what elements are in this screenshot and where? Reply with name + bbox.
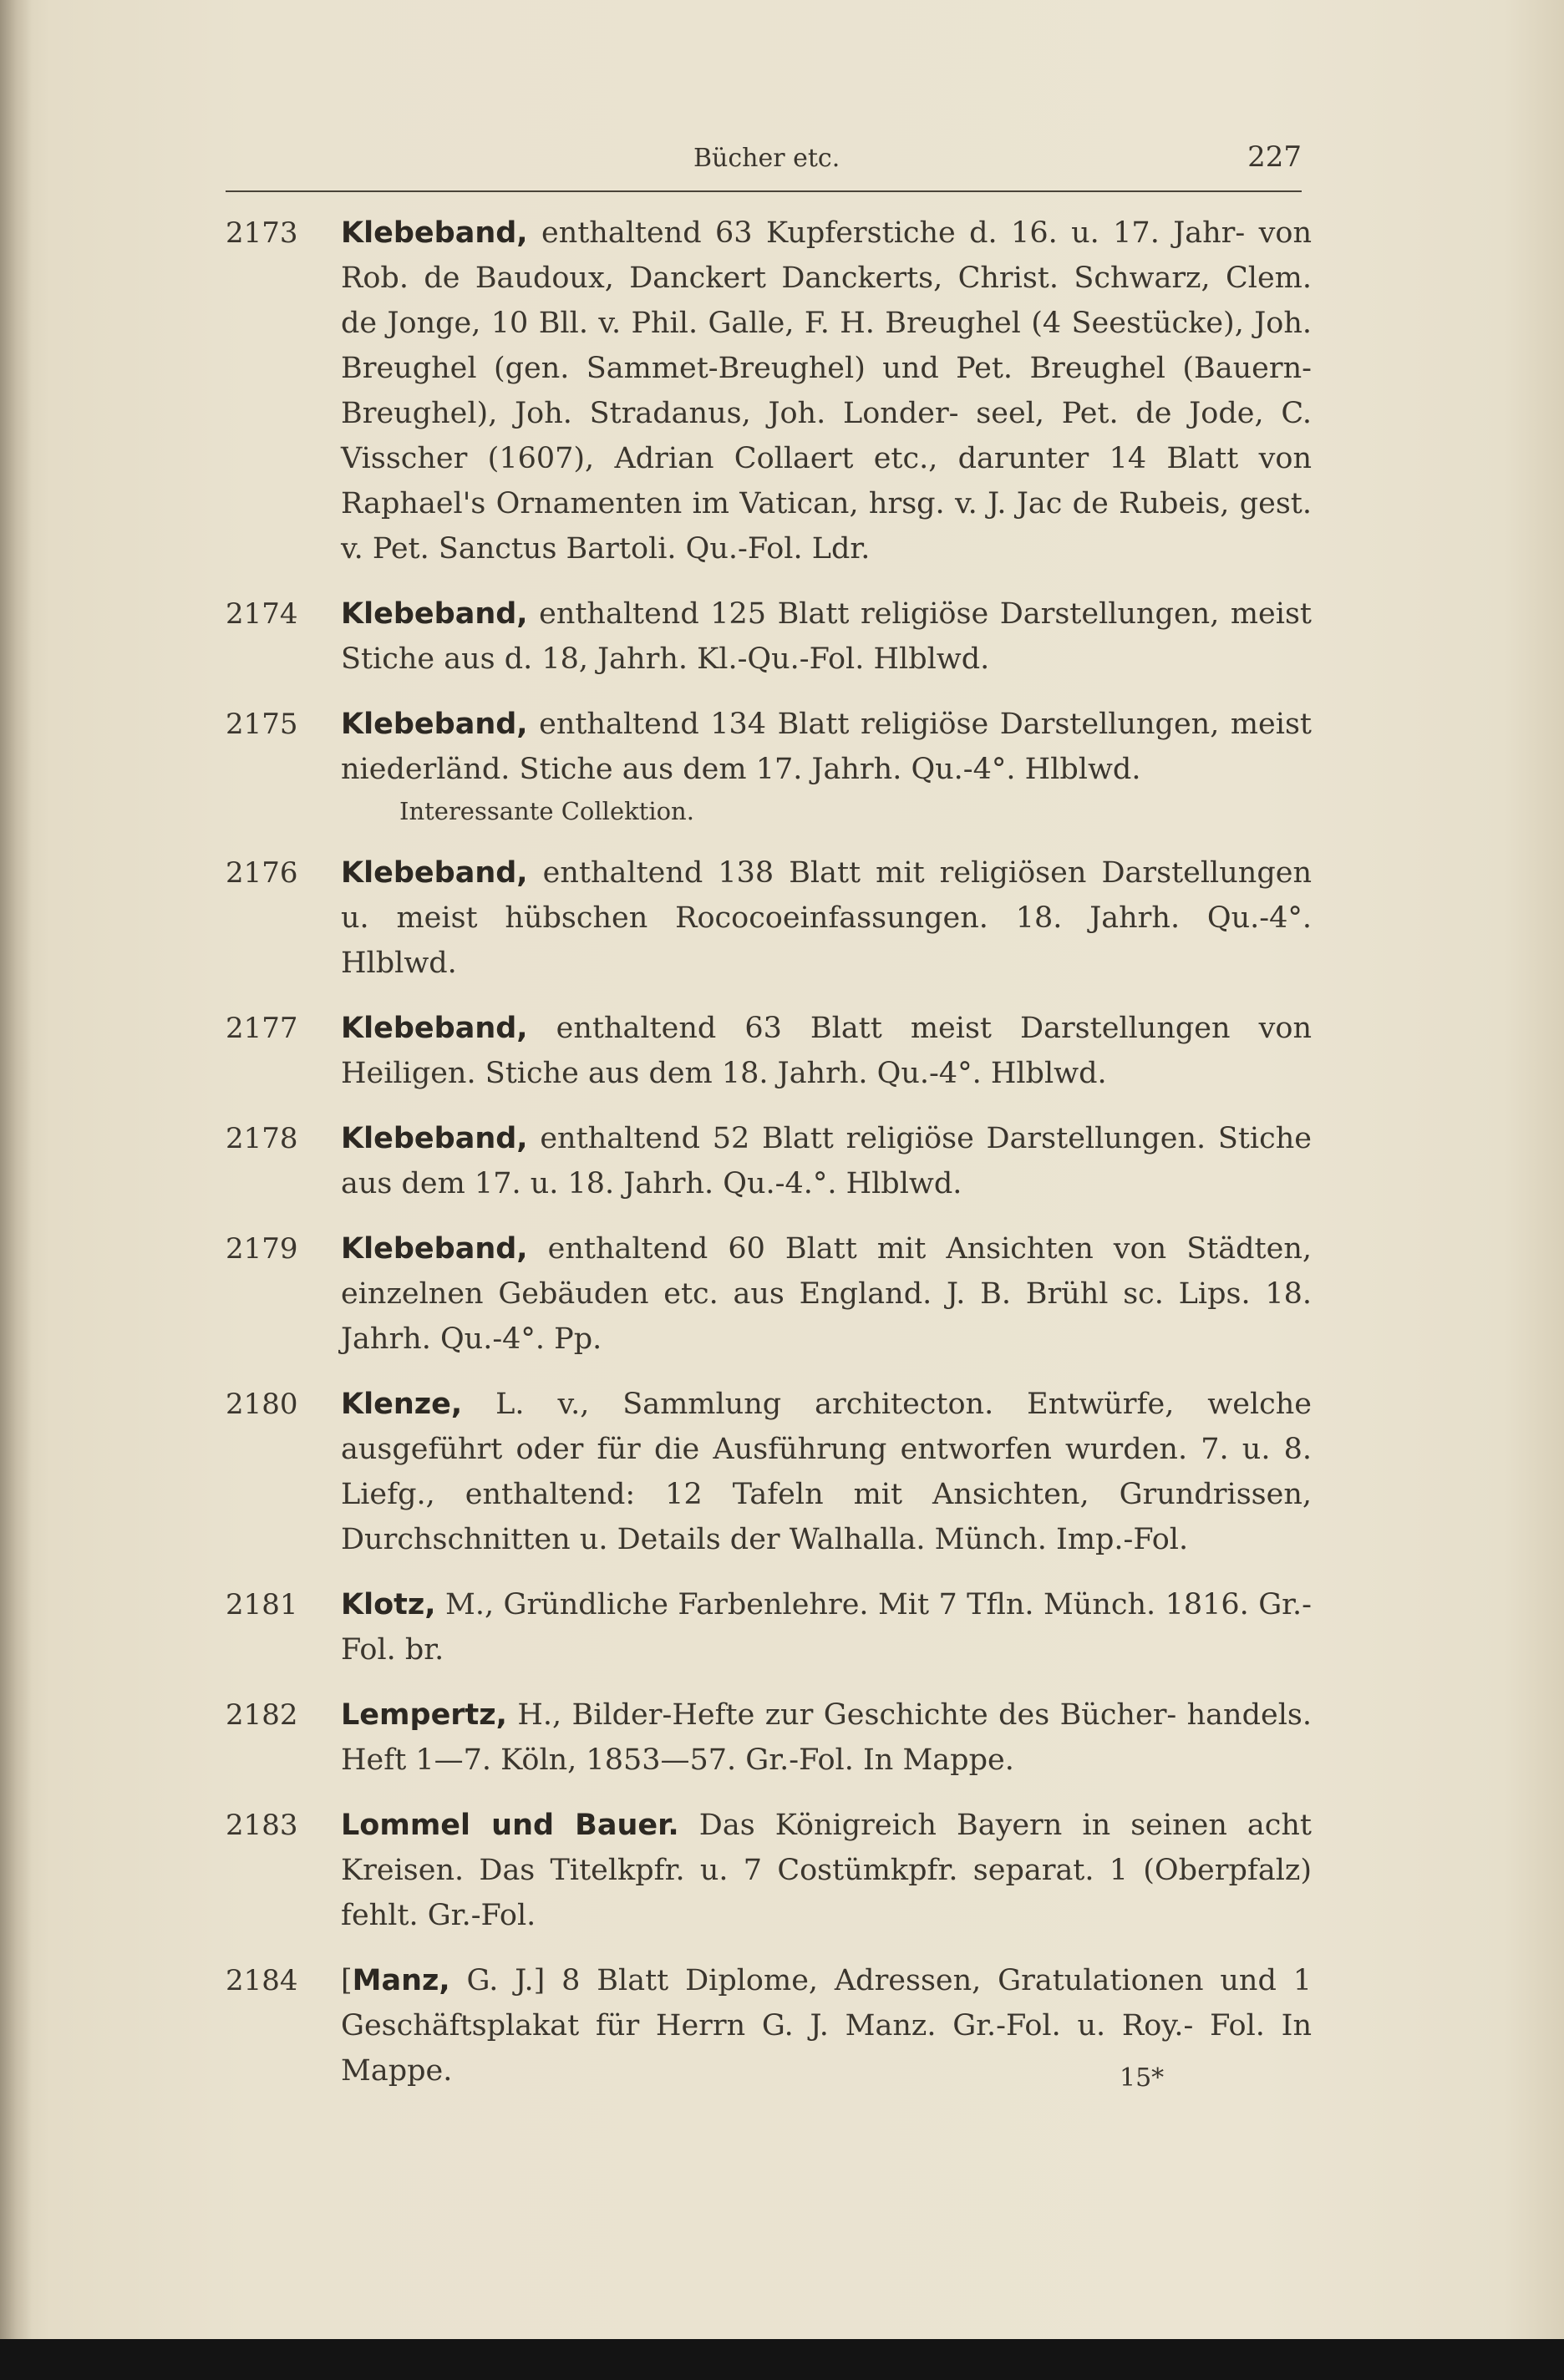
catalog-entry: [217, 850, 1312, 986]
entry-number: 2180: [226, 1388, 298, 1421]
page-spine-shadow: [0, 0, 32, 2339]
entry-text: enthaltend 125 Blatt religiöse Darstellungen, meist Stiche aus d. 18, Jahrh. Kl.-Qu.-Fol. Hlblwd.: [341, 597, 1312, 676]
entry-heading: Klebeband,: [341, 1012, 528, 1045]
running-header: [226, 140, 1302, 192]
entry-heading: Klebeband,: [341, 216, 528, 250]
entry-text: enthaltend 60 Blatt mit Ansichten von Städten, einzelnen Gebäuden etc. aus England. J. B. Brühl sc. Lips. 18. Jahrh. Qu.-4°. Pp.: [341, 1232, 1312, 1356]
entry-note: Interessante Collektion.: [399, 797, 694, 825]
entry-number: 2181: [226, 1588, 298, 1621]
entry-heading: Manz,: [352, 1964, 450, 1997]
catalog-entry: [217, 1226, 1312, 1362]
entry-number: 2184: [226, 1964, 298, 1997]
catalog-entry: [217, 591, 1312, 682]
entry-heading: Klebeband,: [341, 856, 528, 890]
entry-text: Das Königreich Bayern in seinen acht Kreisen. Das Titelkpfr. u. 7 Costümkpfr. separat. 1 (Oberpfalz) fehlt. Gr.-Fol.: [341, 1809, 1313, 1932]
entry-number: 2175: [226, 708, 298, 741]
entry-text: enthaltend 134 Blatt religiöse Darstellungen, meist niederländ. Stiche aus dem 17. Jahrh. Qu.-4°. Hlblwd.: [341, 708, 1312, 786]
catalog-entry: [217, 1116, 1312, 1206]
entry-number: 2177: [226, 1012, 298, 1045]
catalog-entry: [217, 211, 1312, 571]
entry-heading: Lempertz,: [341, 1698, 507, 1732]
catalog-entry: [217, 1582, 1312, 1672]
page-number: 227: [1247, 140, 1302, 174]
running-title: Bücher etc.: [693, 144, 840, 173]
entry-number: 2183: [226, 1809, 298, 1842]
entry-heading: Klebeband,: [341, 708, 528, 741]
entry-heading: Lommel und Bauer.: [341, 1809, 679, 1842]
entry-text: H., Bilder-Hefte zur Geschichte des Bücher- handels. Heft 1—7. Köln, 1853—57. Gr.-Fol. In Mappe.: [341, 1698, 1312, 1777]
entry-heading: Klenze,: [341, 1388, 463, 1421]
entry-heading: Klotz,: [341, 1588, 436, 1621]
entry-heading: Klebeband,: [341, 1122, 528, 1155]
catalog-entry: [217, 1803, 1312, 1938]
catalog-entries: [217, 211, 1312, 2114]
entry-text: enthaltend 63 Kupferstiche d. 16. u. 17. Jahr- von Rob. de Baudoux, Danckert Danckerts, Christ. Schwarz, Clem. de Jonge, 10 Bll. v. Phil. Galle, F. H. Breughel (4 Seestücke), Joh. Breughel (gen. Sammet-Breughel) und Pet. Breughel (Bauern-Breughel), Joh. Stradanus, Joh. Londer- seel, Pet. de Jode, C. Visscher (1607), Adrian Collaert etc., darunter 14 Blatt von Raphael's Ornamenten im Vatican, hrsg. v. J. Jac de Rubeis, gest. v. Pet. Sanctus Bartoli. Qu.-Fol. Ldr.: [341, 216, 1312, 566]
entry-text: L. v., Sammlung architecton. Entwürfe, welche ausgeführt oder für die Ausführung entworfen wurden. 7. u. 8. Liefg., enthaltend: 12 Tafeln mit Ansichten, Grundrissen, Durchschnitten u. Details der Walhalla. Münch. Imp.-Fol.: [341, 1388, 1312, 1556]
entry-text: M., Gründliche Farbenlehre. Mit 7 Tfln. Münch. 1816. Gr.-Fol. br.: [341, 1588, 1312, 1667]
entry-number: 2178: [226, 1122, 298, 1155]
entry-text: enthaltend 63 Blatt meist Darstellungen von Heiligen. Stiche aus dem 18. Jahrh. Qu.-4°. Hlblwd.: [341, 1012, 1312, 1090]
entry-number: 2182: [226, 1698, 298, 1732]
entry-text: enthaltend 52 Blatt religiöse Darstellungen. Stiche aus dem 17. u. 18. Jahrh. Qu.-4.°. Hlblwd.: [341, 1122, 1312, 1200]
entry-text: G. J.] 8 Blatt Diplome, Adressen, Gratulationen und 1 Geschäftsplakat für Herrn G. J. Manz. Gr.-Fol. u. Roy.- Fol. In Mappe.: [341, 1964, 1312, 2088]
catalog-entry: [217, 1006, 1312, 1096]
catalog-entry: [217, 1382, 1312, 1562]
entry-number: 2173: [226, 216, 298, 250]
entry-number: 2176: [226, 856, 298, 890]
entry-number: 2174: [226, 597, 298, 631]
entry-number: 2179: [226, 1232, 298, 1266]
entry-heading: Klebeband,: [341, 597, 528, 631]
scan-bottom-edge: [0, 2339, 1564, 2380]
entry-bracket: [: [341, 1964, 353, 1997]
entry-heading: Klebeband,: [341, 1232, 528, 1266]
catalog-entry: [217, 1692, 1312, 1783]
entry-text: enthaltend 138 Blatt mit religiösen Darstellungen u. meist hübschen Rococoeinfassungen. 18. Jahrh. Qu.-4°. Hlblwd.: [341, 856, 1312, 980]
signature-mark: 15*: [1120, 2063, 1165, 2093]
catalog-entry: [217, 702, 1312, 830]
